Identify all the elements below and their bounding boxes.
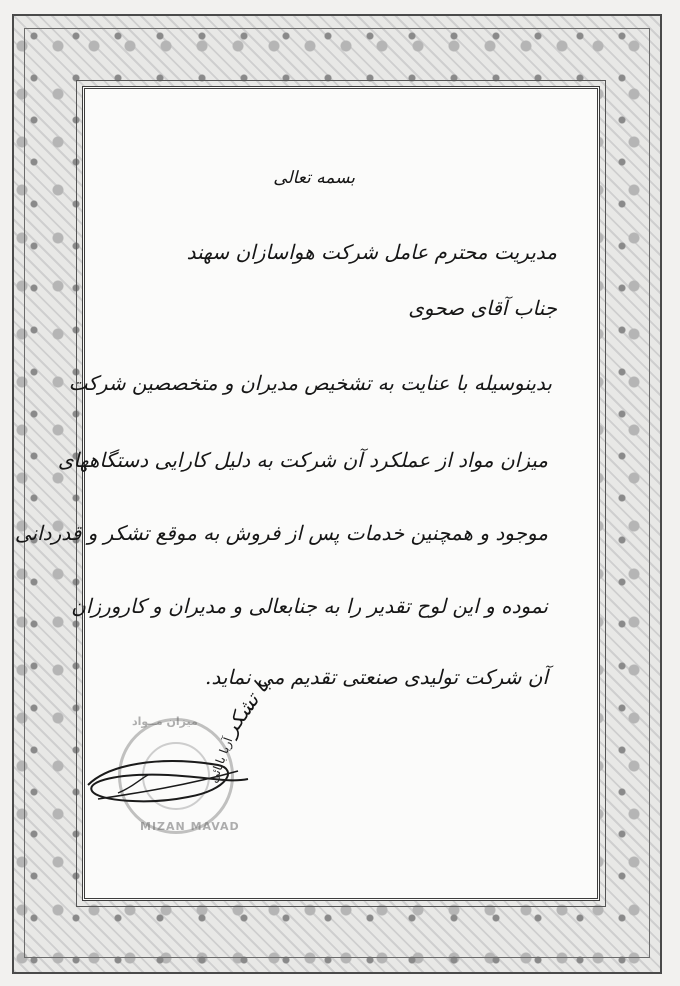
body-line-4: نموده و این لوح تقدیر را به جنابعالی و مدیران و کارورزان: [71, 594, 548, 618]
signature-name: آریا بابائی: [206, 735, 236, 785]
body-line-1: بدینوسیله با عنایت به تشخیص مدیران و متخصصین شرکت: [68, 371, 552, 395]
stamp-top-text: میزان مــواد: [132, 715, 198, 728]
body-line-5: آن شرکت تولیدی صنعتی تقدیم می نماید.: [205, 665, 548, 689]
body-line-3: موجود و همچنین خدمات پس از فروش به موقع تشکر و قدردانی: [14, 521, 548, 545]
stamp-bottom-text: MIZAN MAVAD: [140, 820, 240, 833]
recipient-person: جناب آقای صحوی: [408, 296, 557, 320]
body-line-2: میزان مواد از عملکرد آن شرکت به دلیل کارایی دستگاههای: [57, 448, 548, 472]
signature-thanks: با تشکر: [218, 673, 275, 740]
recipient-company: مدیریت محترم عامل شرکت هواسازان سهند: [186, 240, 557, 264]
letter-heading: بسمه تعالی: [273, 168, 355, 188]
